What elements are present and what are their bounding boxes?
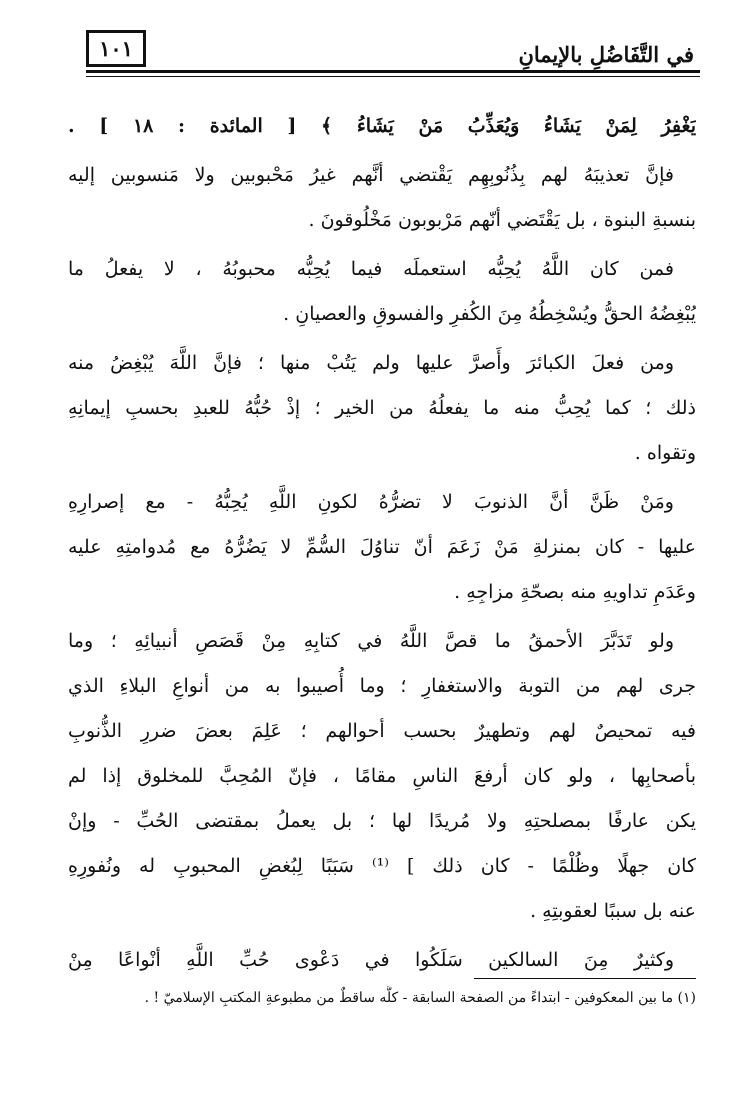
text-line: ولو تَدَبَّرَ الأحمقُ ما قصَّ اللَّهُ في كتابِهِ مِنْ قَصَصِ أنبيائِهِ ؛ وما bbox=[68, 630, 674, 652]
footnote-rule bbox=[474, 978, 696, 979]
text-line: بأصحابِها ، ولو كان أرفعَ الناسِ مقامًا ، فإنّ المُحِبَّ للمخلوق إذا لم bbox=[68, 765, 696, 787]
running-title: في التَّفَاضُلِ بالإيمانِ bbox=[518, 42, 694, 67]
text-line: وكثيرٌ مِنَ السالكين سَلَكُوا في دَعْوى حُبِّ اللَّهِ أنْواعًا مِنْ bbox=[68, 949, 674, 971]
text-line: عليها - كان بمنزلةِ مَنْ زَعَمَ أنّ تناوُلَ السُّمِّ لا يَضُرُّهُ مع مُدوامتِهِ عليه bbox=[68, 536, 696, 558]
text-line: فيه تمحيصٌ لهم وتطهيرٌ بحسب أحوالهم ؛ عَلِمَ بعضَ ضررِ الذُّنوبِ bbox=[68, 720, 696, 742]
text-line: بنسبةِ البنوة ، بل يَقْتَضي أنّهم مَرْبوبون مَخْلُوقونَ . bbox=[308, 209, 696, 231]
text-line: يُبْغِضُهُ الحقُّ ويُسْخِطُهُ مِنَ الكُفرِ والفسوقِ والعصيانِ . bbox=[283, 303, 696, 325]
text-line: ومن فعلَ الكبائرَ وأَصرَّ عليها ولم يَتُبْ منها ؛ فإنَّ اللَّهَ يُبْغِضُ منه bbox=[68, 352, 674, 374]
text-line: وتقواه . bbox=[634, 442, 696, 464]
text-line: ومَنْ ظَنَّ أنَّ الذنوبَ لا تضرُّهُ لكونِ اللَّهِ يُحِبُّهُ - مع إصرارِهِ bbox=[68, 491, 674, 513]
text-line: ذلك ؛ كما يُحِبُّ منه ما يفعلُهُ من الخير ؛ إذْ حُبُّهُ للعبدِ بحسبِ إيمانِهِ bbox=[68, 397, 696, 419]
header-rule-thin bbox=[86, 76, 700, 77]
page-number: ١٠١ bbox=[86, 30, 146, 67]
text-line: فمن كان اللَّهُ يُحِبُّه استعملَه فيما يُحِبُّه محبوبُهُ ، لا يفعلُ ما bbox=[68, 258, 674, 280]
verse-line: يَغْفِرُ لِمَنْ يَشَاءُ وَيُعَذِّبُ مَنْ يَشَاءُ ﴾ [ المائدة : ١٨ ] . bbox=[68, 115, 696, 137]
footnote: (١) ما بين المعكوفين - ابتداءً من الصفحة السابقة - كلُّه ساقطٌ من مطبوعةِ المكتبِ الإسلاميّ ! . bbox=[144, 990, 696, 1006]
text-line: يكن عارفًا بمصلحتِهِ ولا مُريدًا لها ؛ بل يعملُ بمقتضى الحُبِّ - وإنْ bbox=[68, 810, 696, 832]
header-rule bbox=[86, 70, 700, 73]
body-text bbox=[68, 104, 696, 983]
text-line: فإنَّ تعذيبَهُ لهم بِذُنُوبِهِم يَقْتضي أنَّهم غيرُ مَحْبوبين ولا مَنسوبين إليه bbox=[68, 164, 674, 186]
text-line: كان جهلًا وظُلْمًا - كان ذلك ] ⁽¹⁾ سَبَبًا لِبُغضِ المحبوبِ له ونُفورِهِ bbox=[68, 855, 696, 877]
text-line: وعَدَمِ تداويهِ منه بصحّةِ مزاجِهِ . bbox=[454, 581, 696, 603]
text-line: جرى لهم من التوبة والاستغفارِ ؛ وما أُصيبوا به من أنواعِ البلاءِ الذي bbox=[68, 675, 696, 697]
text-line: عنه بل سببًا لعقوبتِهِ . bbox=[530, 900, 696, 922]
